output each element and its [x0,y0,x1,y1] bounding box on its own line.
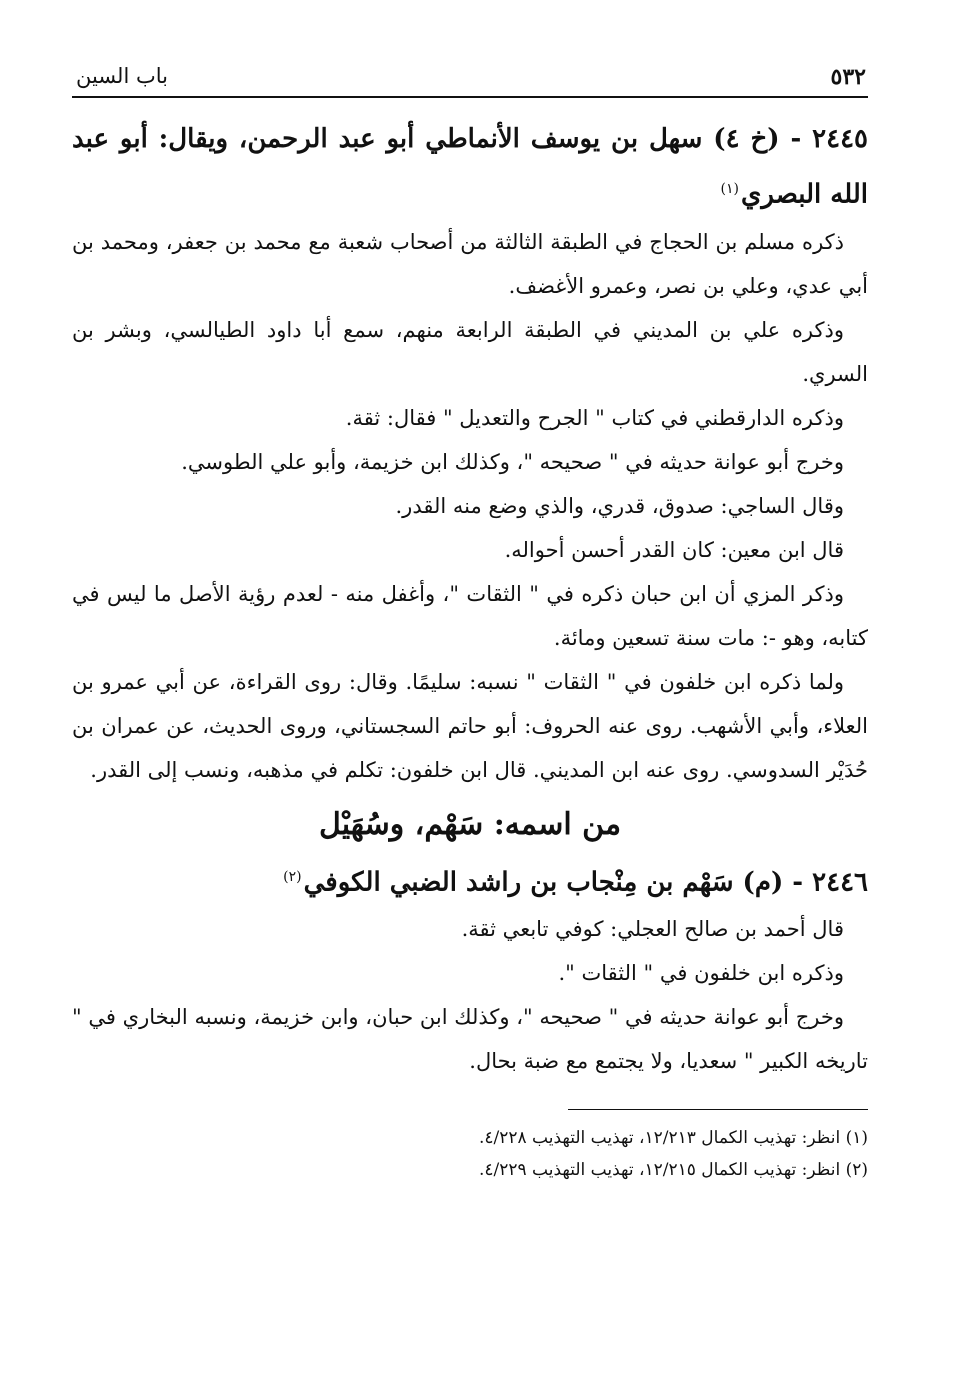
paragraph: قال ابن معين: كان القدر أحسن أحواله. [504,537,844,562]
section-heading: من اسمه: سَهْم، وسُهَيْل [318,806,622,842]
entry-heading [72,852,868,908]
paragraph: قال أحمد بن صالح العجلي: كوفي تابعي ثقة. [461,917,844,942]
book-page [72,62,868,1322]
entry-heading-text: ٢٤٤٥ - (خ ٤) سهل بن يوسف الأنماطي أبو عبد الرحمن، ويقال: أبو عبد الله البصري [72,124,869,210]
footnote-marker: (١) [720,181,740,197]
paragraph: ولما ذكره ابن خلفون في " الثقات " نسبه: سليمًا. وقال: روى القراءة، عن أبي عمرو بن العلاء، وأبي الأشهب. روى عنه الحروف: أبو حاتم السجستاني، وروى الحديث، عن عمران بن حُدَيْر السدوسي. روى عنه ابن المديني. قال ابن خلفون: تكلم في مذهبه، ونسب إلى القدر. [72,669,868,782]
page-number: ٥٣٢ [830,64,866,90]
paragraph: وخرج أبو عوانة حديثه في " صحيحه "، وكذلك ابن حبان، وابن خزيمة، ونسبه البخاري في " تاريخه الكبير " سعديا، ولا يجتمع مع ضبة بحال. [72,1005,868,1074]
paragraph: وخرج أبو عوانة حديثه في " صحيحه "، وكذلك ابن خزيمة، وأبو علي الطوسي. [181,449,844,474]
entry-2445 [72,114,868,792]
paragraph: وذكر المزي أن ابن حبان ذكره في " الثقات "، وأغفل منه - لعدم رؤية الأصل ما ليس في كتابه، وهو -: مات سنة تسعين ومائة. [72,581,868,650]
footnote-divider [568,1109,868,1110]
running-header [72,62,868,98]
paragraph: وذكره الدارقطني في كتاب " الجرح والتعديل " فقال: ثقة. [345,405,844,430]
paragraph: وذكره ابن خلفون في " الثقات ". [558,961,844,986]
footnote: (٢) انظر: تهذيب الكمال ١٢/٢١٥، تهذيب التهذيب ٤/٢٢٩. [478,1160,868,1181]
entry-heading [72,114,868,220]
chapter-title: باب السين [76,64,168,88]
footnotes [72,1122,868,1186]
paragraph: وذكره علي بن المديني في الطبقة الرابعة منهم، سمع أبا داود الطيالسي، وبشر بن السري. [72,317,868,386]
entry-heading-text: ٢٤٤٦ - (م) سَهْم بن مِنْجاب بن راشد الضبي الكوفي [303,867,868,898]
footnote: (١) انظر: تهذيب الكمال ١٢/٢١٣، تهذيب التهذيب ٤/٢٢٨. [478,1128,868,1149]
paragraph: وقال الساجي: صدوق، قدري، والذي وضع منه القدر. [395,493,844,518]
footnote-marker: (٢) [283,868,302,885]
paragraph: ذكره مسلم بن الحجاج في الطبقة الثالثة من أصحاب شعبة مع محمد بن جعفر، ومحمد بن أبي عدي، وعلي بن نصر، وعمرو الأغضف. [72,229,868,298]
entry-2446 [72,852,868,1084]
